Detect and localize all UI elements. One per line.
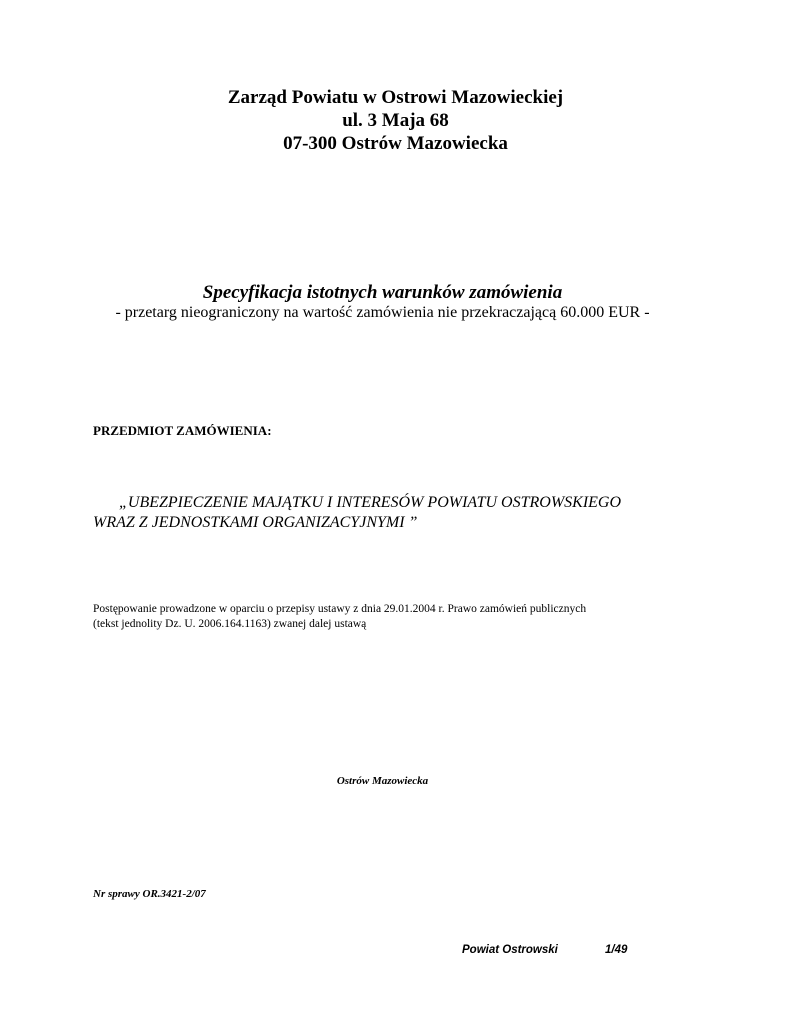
subject-line-1: „UBEZPIECZENIE MAJĄTKU I INTERESÓW POWIATU OSTROWSKIEGO [119, 494, 622, 511]
subject-description [93, 493, 713, 533]
place-name: Ostrów Mazowiecka [336, 775, 429, 787]
issuer-header [0, 86, 791, 155]
document-title: Specyfikacja istotnych warunków zamówienia [202, 282, 563, 303]
issuer-name: Zarząd Powiatu w Ostrowi Mazowieckiej [227, 87, 564, 108]
subject-label: PRZEDMIOT ZAMÓWIENIA: [93, 423, 272, 438]
document-subtitle: - przetarg nieograniczony na wartość zamówienia nie przekraczającą 60.000 EUR - [115, 304, 650, 321]
legal-basis [93, 602, 713, 632]
legal-basis-line-1: Postępowanie prowadzone w oparciu o przepisy ustawy z dnia 29.01.2004 r. Prawo zamówień publicznych [93, 603, 587, 615]
case-number: Nr sprawy OR.3421-2/07 [93, 888, 206, 900]
footer-organization: Powiat Ostrowski [462, 944, 558, 956]
page-number: 1/49 [605, 944, 628, 956]
issuer-postal-city: 07-300 Ostrów Mazowiecka [283, 133, 508, 154]
subject-line-2: WRAZ Z JEDNOSTKAMI ORGANIZACYJNYMI ” [93, 514, 418, 531]
legal-basis-line-2: (tekst jednolity Dz. U. 2006.164.1163) zwanej dalej ustawą [93, 618, 367, 630]
issuer-street: ul. 3 Maja 68 [342, 110, 449, 131]
